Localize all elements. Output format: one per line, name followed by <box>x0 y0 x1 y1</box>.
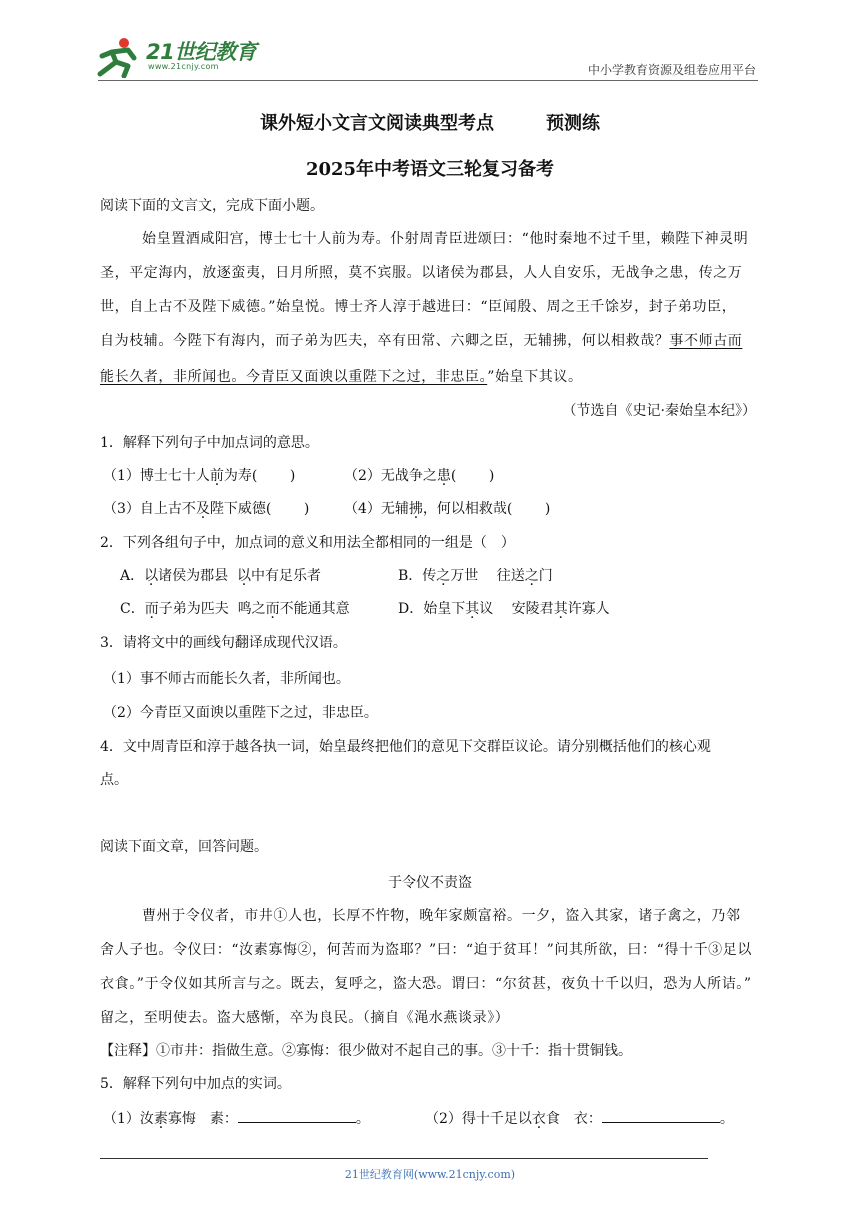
q1-2-post: ( ) <box>450 468 495 484</box>
q5-2-pre: （2）得十千足以 <box>425 1111 532 1127</box>
page-subtitle: 2025年中考语文三轮复习备考 <box>305 159 555 180</box>
logo-url: www.21cnjy.com <box>148 62 219 71</box>
dotted-word: 患 <box>436 468 451 484</box>
option-a-text-1: 诸侯为郡县 <box>158 568 238 584</box>
dotted-word: 其 <box>553 601 568 617</box>
q1-1-pre: （1）博士七十人 <box>103 468 210 484</box>
q1-1-post: 为寿( ) <box>223 468 296 484</box>
q1-4-post: ，何以相救哉( ) <box>422 501 551 517</box>
logo-text: 21世纪教育 <box>146 40 257 64</box>
question-4-line-1: 4．文中周青臣和淳于越各执一词，始皇最终把他们的意见下交群臣议论。请分别概括他们的核心观 <box>100 739 711 755</box>
option-c-label: C． <box>120 601 145 617</box>
dotted-word: 衣 <box>531 1111 546 1127</box>
question-3-item-1: （1）事不师古而能长久者，非所闻也。 <box>103 671 350 687</box>
dotted-word: 前 <box>209 468 224 484</box>
question-4-line-2: 点。 <box>100 772 128 788</box>
instruction-1: 阅读下面的文言文，完成下面小题。 <box>100 198 324 214</box>
question-1-item-3 <box>103 499 309 519</box>
passage-2-line-2: 舍人子也。令仪曰：“汝素寡悔②，何苦而为盗耶？”曰：“迫于贫耳！”问其所欲，曰：“得十千③足以 <box>100 942 752 958</box>
passage-2-line-1: 曹州于令仪者，市井①人也，长厚不忤物，晚年家颇富裕。一夕，盗入其家，诸子禽之，乃邻 <box>142 908 741 924</box>
q5-2-post: 食 衣： <box>545 1111 602 1127</box>
question-2-stem: 2．下列各组句子中，加点词的意义和用法全都相同的一组是（ ） <box>100 535 515 551</box>
option-d-label: D．始皇下 <box>398 601 466 617</box>
passage-1-line-3: 世，自上古不及陛下威德。”始皇悦。博士齐人淳于越进曰：“臣闻殷、周之王千馀岁，封子弟功臣， <box>100 299 737 315</box>
header-divider <box>98 80 758 81</box>
option-b-text-2: 门 <box>538 568 553 584</box>
question-3-item-2: （2）今青臣又面谀以重陛下之过，非忠臣。 <box>103 705 378 721</box>
title-right: 预测练 <box>546 113 600 134</box>
q1-2-pre: （2）无战争之 <box>344 468 437 484</box>
question-5-stem: 5．解释下列句中加点的实词。 <box>100 1076 291 1092</box>
question-1-item-2 <box>344 466 494 486</box>
q1-3-post: 陛下威德( ) <box>209 501 310 517</box>
site-logo <box>94 34 264 80</box>
option-a-label: A． <box>120 568 145 584</box>
q5-1-end: 。 <box>355 1111 370 1127</box>
underlined-sentence-1a: 事不师古而 <box>669 333 743 349</box>
footer-divider <box>100 1158 708 1159</box>
source-citation: （节选自《史记·秦始皇本纪》） <box>562 403 756 419</box>
underlined-sentence-1b: 能长久者，非所闻也。今青臣又面谀以重陛下之过，非忠臣。 <box>100 369 488 385</box>
q5-1-post: 寡悔 素： <box>167 1111 238 1127</box>
question-5-item-1 <box>103 1108 370 1129</box>
page-title <box>0 109 860 135</box>
passage-1-line-1: 始皇置酒咸阳宫，博士七十人前为寿。仆射周青臣进颂曰：“他时秦地不过千里，赖陛下神灵明 <box>142 231 749 247</box>
footer-link[interactable]: 21世纪教育网(www.21cnjy.com) <box>344 1168 516 1181</box>
option-b-text-1: 万世 往送 <box>450 568 525 584</box>
running-figure-icon <box>94 36 144 78</box>
passage-1-line-5-text: ”始皇下其议。 <box>487 369 583 385</box>
passage-1-line-5 <box>100 366 583 386</box>
dotted-word: 以 <box>237 568 252 584</box>
dotted-word: 素 <box>153 1111 168 1127</box>
option-c-text-2: 不能通其意 <box>279 601 350 617</box>
passage-2-line-4: 留之，至明使去。盗大感惭，卒为良民。（摘自《渑水燕谈录》） <box>100 1010 510 1026</box>
question-2-option-c <box>120 599 350 619</box>
article-title: 于令仪不责盗 <box>388 875 472 891</box>
q5-1-pre: （1）汝 <box>103 1111 154 1127</box>
dotted-word: 拂 <box>408 501 423 517</box>
passage-1-line-2: 圣，平定海内，放逐蛮夷，日月所照，莫不宾服。以诸侯为郡县，人人自安乐，无战争之患，传之万 <box>100 265 743 281</box>
passage-1-line-4 <box>100 330 742 350</box>
question-3-stem: 3．请将文中的画线句翻译成现代汉语。 <box>100 635 347 651</box>
option-c-text-1: 子弟为匹夫 鸣之 <box>158 601 266 617</box>
dotted-word: 之 <box>436 568 451 584</box>
option-d-text-2: 许寡人 <box>567 601 610 617</box>
option-d-text-1: 议 安陵君 <box>479 601 554 617</box>
question-5-item-2 <box>425 1108 734 1129</box>
dotted-word: 其 <box>465 601 480 617</box>
dotted-word: 而 <box>144 601 159 617</box>
q1-4-pre: （4）无辅 <box>344 501 409 517</box>
passage-1-line-4-text: 自为枝辅。今陛下有海内，而子弟为匹夫，卒有田常、六卿之臣，无辅拂，何以相救哉？ <box>100 333 670 349</box>
answer-blank-1[interactable] <box>238 1108 356 1123</box>
question-1-item-4 <box>344 499 550 519</box>
passage-2-line-3: 衣食。”于令仪如其所言与之。既去，复呼之，盗大恐。谓曰：“尔贫甚，夜负十千以归，恐为人所诘。” <box>100 976 752 992</box>
title-left: 课外短小文言文阅读典型考点 <box>260 113 494 134</box>
option-b-label: B．传 <box>398 568 437 584</box>
question-2-option-a <box>120 566 321 586</box>
dotted-word: 以 <box>144 568 159 584</box>
question-2-option-d <box>398 599 610 619</box>
annotation-note: 【注释】①市井：指做生意。②寡悔：很少做对不起自己的事。③十千：指十贯铜钱。 <box>100 1043 632 1059</box>
option-a-text-2: 中有足乐者 <box>251 568 322 584</box>
question-1-item-1 <box>103 466 295 486</box>
platform-name: 中小学教育资源及组卷应用平台 <box>587 63 756 77</box>
q1-3-pre: （3）自上古不 <box>103 501 196 517</box>
q5-2-end: 。 <box>719 1111 734 1127</box>
answer-blank-2[interactable] <box>602 1108 720 1123</box>
question-1-stem: 1．解释下列句子中加点词的意思。 <box>100 435 319 451</box>
dotted-word: 而 <box>265 601 280 617</box>
dotted-word: 及 <box>195 501 210 517</box>
instruction-2: 阅读下面文章，回答问题。 <box>100 839 268 855</box>
question-2-option-b <box>398 566 553 586</box>
dotted-word: 之 <box>524 568 539 584</box>
